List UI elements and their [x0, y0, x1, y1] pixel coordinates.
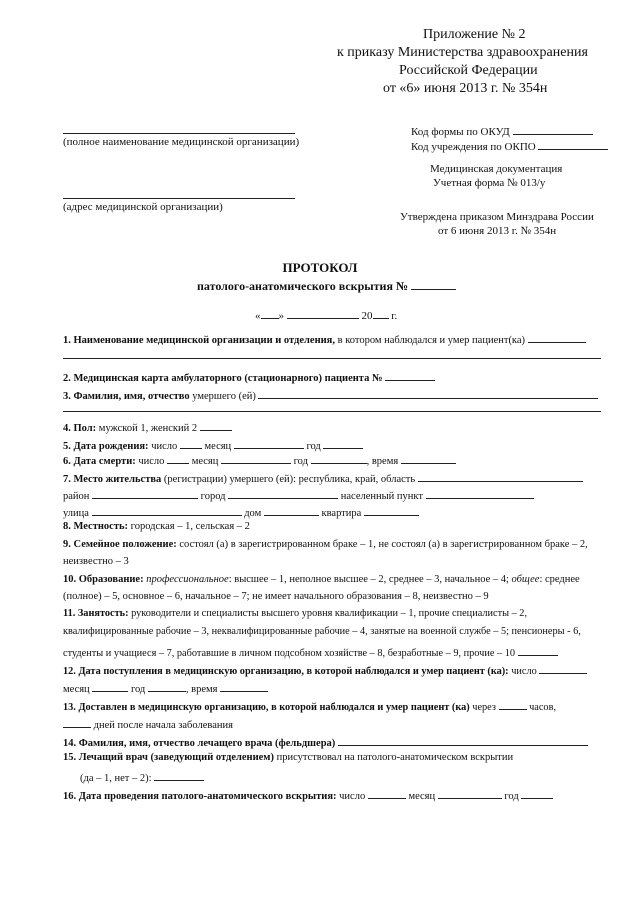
- head-present-field[interactable]: [154, 769, 204, 781]
- okpo-field[interactable]: [538, 138, 608, 150]
- protocol-date-row: [255, 307, 397, 322]
- item-16-day-label: число: [339, 791, 366, 802]
- okud-label: Код формы по ОКУД: [411, 126, 510, 138]
- item-16-year-label: год: [504, 791, 519, 802]
- item-3-field[interactable]: [258, 387, 598, 399]
- org-name-caption: (полное наименование медицинской организации): [63, 136, 300, 148]
- item-16: [63, 787, 553, 802]
- protocol-subtitle-row: [197, 279, 456, 294]
- item-2-label: 2. Медицинская карта амбулаторного (стационарного) пациента №: [63, 373, 383, 384]
- street-field[interactable]: [92, 504, 242, 516]
- item-16-month-label: месяц: [408, 791, 436, 802]
- item-13-days-text: дней после начала заболевания: [93, 720, 233, 731]
- item-10-text-2: : среднее: [539, 574, 580, 585]
- item-6-month-label: месяц: [191, 456, 219, 467]
- item-4: [63, 419, 232, 434]
- item-12-year-label: год: [130, 684, 146, 695]
- item-3-label: 3. Фамилия, имя, отчество: [63, 391, 190, 402]
- item-13-label: 13. Доставлен в медицинскую организацию, в которой наблюдался и умер пациент (ка): [63, 702, 470, 713]
- doc-line-2: Учетная форма № 013/у: [433, 177, 546, 189]
- protocol-day-field[interactable]: [261, 307, 279, 319]
- item-9-line-2: неизвестно – 3: [63, 556, 129, 567]
- item-5-label: 5. Дата рождения:: [63, 441, 149, 452]
- item-9: [63, 539, 588, 550]
- item-3-text: умершего (ей): [192, 391, 256, 402]
- admission-time-field[interactable]: [220, 680, 268, 692]
- item-12: [63, 662, 587, 677]
- occupation-other-field[interactable]: [518, 644, 558, 656]
- item-12-label: 12. Дата поступления в медицинскую организацию, в которой наблюдался и умер пациент (ка):: [63, 666, 509, 677]
- item-4-text: мужской 1, женский 2: [98, 423, 198, 434]
- birth-month-field[interactable]: [234, 437, 304, 449]
- autopsy-day-field[interactable]: [368, 787, 406, 799]
- okud-row: [411, 123, 593, 138]
- settlement-label: населенный пункт: [340, 491, 423, 502]
- item-13-line-2: [63, 716, 233, 731]
- item-3-field-line-2[interactable]: [63, 411, 601, 412]
- item-4-label: 4. Пол:: [63, 423, 97, 434]
- admission-year-field[interactable]: [148, 680, 186, 692]
- item-16-label: 16. Дата проведения патолого-анатомического вскрытия:: [63, 791, 337, 802]
- item-12-time-label: , время: [185, 684, 218, 695]
- item-11-label: 11. Занятость:: [63, 608, 129, 619]
- item-6: [63, 452, 456, 467]
- annex-line-2: к приказу Министерства здравоохранения: [337, 45, 588, 60]
- item-11: [63, 608, 527, 619]
- item-13-through: через: [472, 702, 496, 713]
- date-open-quote: «: [255, 310, 261, 322]
- item-11-line-3-text: студенты и учащиеся – 7, работавшие в личном подсобном хозяйстве – 8, безработные – 9, прочие – 10: [63, 648, 516, 659]
- item-3: [63, 387, 598, 402]
- item-14: [63, 734, 588, 749]
- item-6-year-label: год: [293, 456, 308, 467]
- item-7-row-3: [63, 504, 419, 519]
- item-12-line-2: [63, 680, 268, 695]
- item-8-text: городская – 1, сельская – 2: [130, 521, 250, 532]
- death-day-field[interactable]: [167, 452, 189, 464]
- item-10-professional: профессиональное: [146, 574, 229, 585]
- item-10-text: : высшее – 1, неполное высшее – 2, среднее – 3, начальное – 4;: [228, 574, 509, 585]
- item-1: [63, 331, 586, 346]
- flat-field[interactable]: [364, 504, 419, 516]
- approved-line-1: Утверждена приказом Минздрава России: [400, 211, 594, 223]
- death-time-field[interactable]: [401, 452, 456, 464]
- item-6-time-label: , время: [366, 456, 399, 467]
- protocol-number-field[interactable]: [411, 279, 456, 290]
- doc-line-1: Медицинская документация: [430, 163, 563, 175]
- item-15: [63, 752, 513, 763]
- year-suffix: г.: [391, 310, 398, 322]
- death-month-field[interactable]: [221, 452, 291, 464]
- item-10-general: общее: [511, 574, 540, 585]
- item-12-day-label: число: [511, 666, 537, 677]
- item-5-month-label: месяц: [204, 441, 232, 452]
- item-15-options: (да – 1, нет – 2):: [80, 773, 152, 784]
- autopsy-month-field[interactable]: [438, 787, 502, 799]
- org-name-line[interactable]: [63, 133, 295, 134]
- item-8: [63, 521, 250, 532]
- flat-label: квартира: [321, 508, 362, 519]
- item-13-hours: часов,: [529, 702, 557, 713]
- item-2-field[interactable]: [385, 369, 435, 381]
- org-address-caption: (адрес медицинской организации): [63, 201, 223, 213]
- item-6-day-label: число: [138, 456, 165, 467]
- protocol-subtitle: патолого-анатомического вскрытия №: [197, 279, 409, 293]
- district-label: район: [63, 491, 90, 502]
- item-1-text: в котором наблюдался и умер пациент(ка): [337, 335, 526, 346]
- protocol-month-field[interactable]: [287, 307, 359, 319]
- protocol-title: ПРОТОКОЛ: [282, 260, 358, 275]
- birth-day-field[interactable]: [180, 437, 202, 449]
- item-1-field[interactable]: [528, 331, 586, 343]
- death-year-field[interactable]: [311, 452, 367, 464]
- item-2: [63, 369, 435, 384]
- item-4-field[interactable]: [200, 419, 232, 431]
- item-12-month-label: месяц: [63, 684, 90, 695]
- protocol-year-field[interactable]: [373, 307, 389, 319]
- item-14-label: 14. Фамилия, имя, отчество лечащего врача (фельдшера): [63, 738, 336, 749]
- approved-line-2: от 6 июня 2013 г. № 354н: [438, 225, 557, 237]
- delivery-hours-field[interactable]: [499, 698, 527, 710]
- settlement-field[interactable]: [426, 487, 534, 499]
- annex-line-1: Приложение № 2: [423, 27, 526, 42]
- item-1-field-line-2[interactable]: [63, 358, 601, 359]
- autopsy-year-field[interactable]: [521, 787, 553, 799]
- item-15-line-2: [80, 769, 204, 784]
- item-6-label: 6. Дата смерти:: [63, 456, 136, 467]
- street-label: улица: [63, 508, 89, 519]
- item-7-label: 7. Место жительства: [63, 474, 162, 485]
- item-7-text: (регистрации) умершего (ей): республика, край, область: [163, 474, 416, 485]
- admission-month-field[interactable]: [92, 680, 128, 692]
- item-5-day-label: число: [151, 441, 178, 452]
- okpo-row: [411, 138, 608, 153]
- item-7-row-2: [63, 487, 534, 502]
- item-10-label: 10. Образование:: [63, 574, 144, 585]
- year-prefix: 20: [361, 310, 373, 322]
- city-label: город: [200, 491, 226, 502]
- district-field[interactable]: [92, 487, 198, 499]
- attending-doctor-field[interactable]: [338, 734, 588, 746]
- item-1-label: 1. Наименование медицинской организации и отделения,: [63, 335, 335, 346]
- item-5-year-label: год: [306, 441, 321, 452]
- item-11-line-2: квалифицированные рабочие – 3, неквалифицированные рабочие – 4, занятые на военной службе – 5; пенсионеры - 6,: [63, 626, 581, 637]
- item-10: [63, 574, 580, 585]
- item-7: [63, 470, 583, 485]
- annex-line-4: от «6» июня 2013 г. № 354н: [383, 81, 548, 96]
- item-9-text: состоял (а) в зарегистрированном браке – 1, не состоял (а) в зарегистрированном браке – 2,: [179, 539, 588, 550]
- item-13: [63, 698, 556, 713]
- item-8-label: 8. Местность:: [63, 521, 129, 532]
- item-5: [63, 437, 363, 452]
- region-field[interactable]: [418, 470, 583, 482]
- birth-year-field[interactable]: [323, 437, 363, 449]
- item-11-line-3: [63, 644, 558, 659]
- item-15-text: присутствовал на патолого-анатомическом вскрытии: [276, 752, 514, 763]
- delivery-days-field[interactable]: [63, 716, 91, 728]
- item-10-line-2: (полное) – 5, основное – 6, начальное – 7; не имеет начального образования – 8, неизвестно – 9: [63, 591, 489, 602]
- item-11-text: руководители и специалисты высшего уровня квалификации – 1, прочие специалисты – 2,: [131, 608, 528, 619]
- date-close-quote: »: [278, 310, 284, 322]
- item-15-label: 15. Лечащий врач (заведующий отделением): [63, 752, 274, 763]
- org-address-line[interactable]: [63, 198, 295, 199]
- annex-line-3: Российской Федерации: [399, 63, 538, 78]
- city-field[interactable]: [228, 487, 338, 499]
- item-9-label: 9. Семейное положение:: [63, 539, 177, 550]
- house-field[interactable]: [264, 504, 319, 516]
- admission-day-field[interactable]: [539, 662, 587, 674]
- okud-field[interactable]: [513, 123, 593, 135]
- okpo-label: Код учреждения по ОКПО: [411, 141, 536, 153]
- house-label: дом: [244, 508, 262, 519]
